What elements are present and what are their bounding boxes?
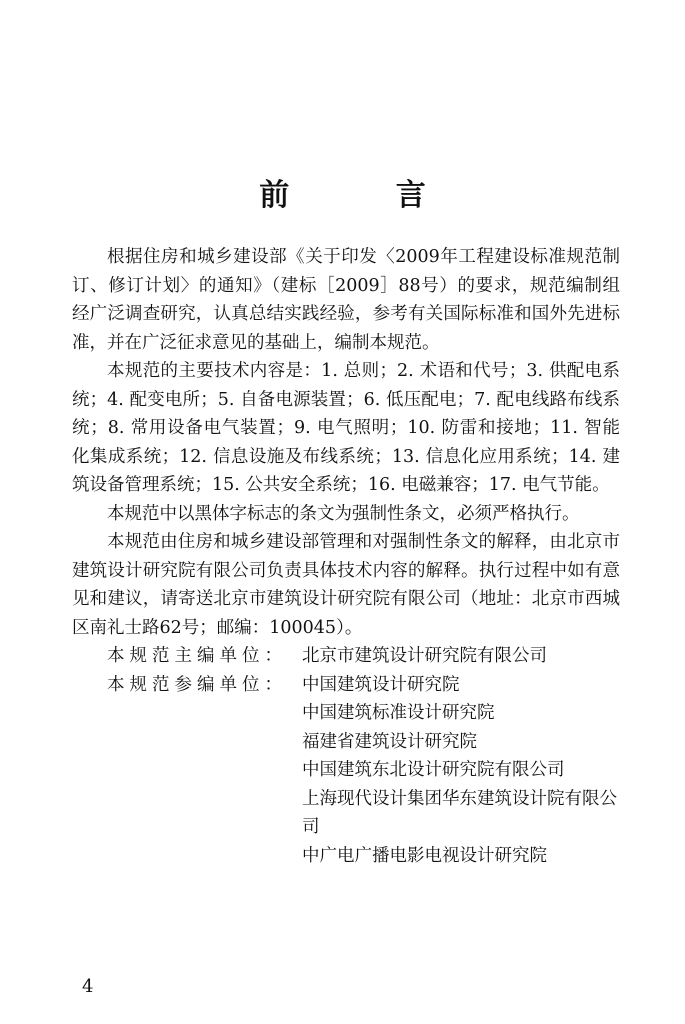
participant-unit: 中广电广播电影电视设计研究院 (302, 845, 547, 866)
editing-units (72, 642, 620, 870)
participant-unit: 上海现代设计集团华东建筑设计院有限公司 (302, 788, 617, 837)
participants-label: 本规范参编单位： (107, 674, 287, 695)
paragraph-compilation-basis: 根据住房和城乡建设部《关于印发〈2009年工程建设标准规范制订、修订计划〉的通知》（建标［2009］88号）的要求，规范编制组经广泛调查研究，认真总结实践经验，参考有关国际标准和国外先进标准，并在广泛征求意见的基础上，编制本规范。 (72, 247, 620, 353)
chief-editor-unit: 北京市建筑设计研究院有限公司 (302, 646, 547, 666)
participant-unit: 福建省建筑设计研究院 (302, 731, 477, 752)
participants-list (302, 671, 620, 871)
participant-unit: 中国建筑设计研究院 (302, 674, 460, 695)
participant-unit: 中国建筑标准设计研究院 (302, 703, 495, 723)
participant-unit: 中国建筑东北设计研究院有限公司 (302, 760, 565, 780)
paragraph-management-contact: 本规范由住房和城乡建设部管理和对强制性条文的解释，由北京市建筑设计研究院有限公司负责具体技术内容的解释。执行过程中如有意见和建议，请寄送北京市建筑设计研究院有限公司（地址：北京市西城区南礼士路62号；邮编：100045）。 (72, 532, 620, 638)
body-text (72, 243, 620, 870)
page-number: 4 (82, 976, 94, 997)
paragraph-mandatory-provisions: 本规范中以黑体字标志的条文为强制性条文，必须严格执行。 (107, 503, 580, 524)
chief-editor-label: 本规范主编单位： (107, 646, 287, 666)
chief-editor-row (72, 642, 620, 671)
paragraph-main-contents: 本规范的主要技术内容是：1. 总则；2. 术语和代号；3. 供配电系统；4. 配变电所；5. 自备电源装置；6. 低压配电；7. 配电线路布线系统；8. 常用设备电气装置；9. 电气照明；10. 防雷和接地；11. 智能化集成系统；12. 信息设施及布线系统；13. 信息化应用系统；14. 建筑设备管理系统；15. 公共安全系统；16. 电磁兼容；17. 电气节能。 (72, 361, 620, 495)
participants-row (72, 671, 620, 871)
page-title: 前 言 (259, 178, 474, 213)
